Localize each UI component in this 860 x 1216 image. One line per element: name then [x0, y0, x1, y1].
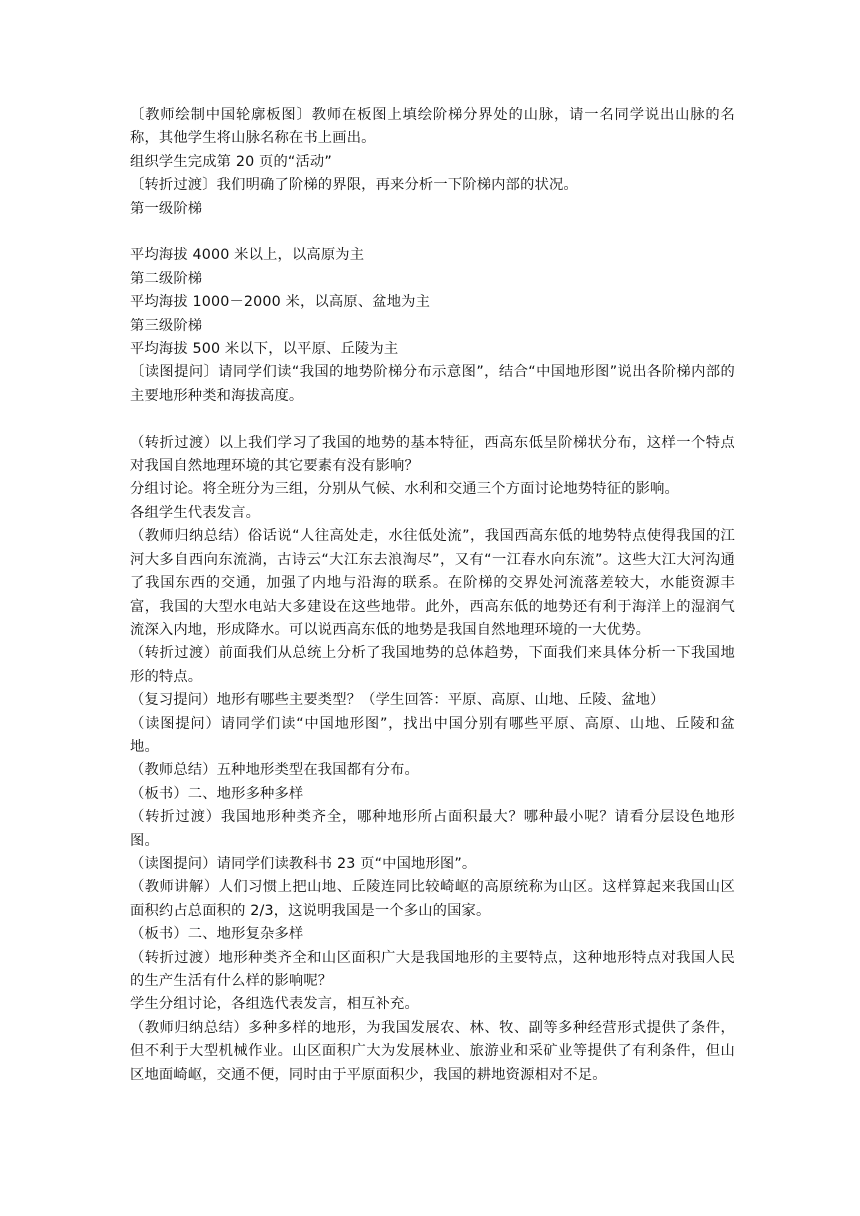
- paragraph-third-step: 第三级阶梯: [130, 317, 203, 334]
- paragraph-third-step-elevation: 平均海拔 500 米以下，以平原、丘陵为主: [130, 341, 399, 358]
- paragraph-review-question: （复习提问）地形有哪些主要类型？（学生回答：平原、高原、山地、丘陵、盆地）: [130, 692, 665, 709]
- paragraph-group-discussion: 分组讨论。将全班分为三组，分别从气候、水利和交通三个方面讨论地势特征的影响。: [130, 481, 679, 498]
- paragraph-student-discussion: 学生分组讨论，各组选代表发言，相互补充。: [130, 996, 419, 1013]
- blank-line: [130, 408, 735, 431]
- paragraph-teacher-summary-impact: （教师归纳总结）多种多样的地形，为我国发展农、林、牧、副等多种经营形式提供了条件，但不利于大型机械作业。山区面积广大为发展林业、旅游业和采矿业等提供了有利条件，但山区地面崎岖，交通不便，同时由于平原面积少，我国的耕地资源相对不足。: [130, 1019, 735, 1083]
- paragraph-map-question-steps: 〔读图提问〕请同学们读“我国的地势阶梯分布示意图”，结合“中国地形图”说出各阶梯内部的主要地形种类和海拔高度。: [130, 364, 735, 404]
- paragraph-board-note-diverse: （板书）二、地形多种多样: [130, 785, 304, 802]
- document-body: [130, 104, 735, 1087]
- paragraph-board-drawing: 〔教师绘制中国轮廓板图〕教师在板图上填绘阶梯分界处的山脉，请一名同学说出山脉的名称，其他学生将山脉名称在书上画出。: [130, 107, 735, 147]
- paragraph-second-step-elevation: 平均海拔 1000－2000 米，以高原、盆地为主: [130, 294, 431, 311]
- paragraph-first-step: 第一级阶梯: [130, 200, 203, 217]
- paragraph-transition-landform: （转折过渡）前面我们从总统上分析了我国地势的总体趋势，下面我们来具体分析一下我国地形的特点。: [130, 645, 735, 685]
- paragraph-transition-impact: （转折过渡）地形种类齐全和山区面积广大是我国地形的主要特点，这种地形特点对我国人民的生产生活有什么样的影响呢？: [130, 949, 735, 989]
- paragraph-group-speech: 各组学生代表发言。: [130, 504, 261, 521]
- paragraph-activity: 组织学生完成第 20 页的“活动”: [130, 153, 332, 170]
- paragraph-teacher-explanation: （教师讲解）人们习惯上把山地、丘陵连同比较崎岖的高原统称为山区。这样算起来我国山区面积约占总面积的 2/3，这说明我国是一个多山的国家。: [130, 879, 735, 919]
- paragraph-transition-influence: （转折过渡）以上我们学习了我国的地势的基本特征，西高东低呈阶梯状分布，这样一个特点对我国自然地理环境的其它要素有没有影响？: [130, 434, 735, 475]
- paragraph-teacher-summary-types: （教师总结）五种地形类型在我国都有分布。: [130, 762, 419, 779]
- paragraph-map-question-textbook: （读图提问）请同学们读教科书 23 页“中国地形图”。: [130, 855, 477, 872]
- paragraph-first-step-elevation: 平均海拔 4000 米以上，以高原为主: [130, 247, 365, 264]
- paragraph-transition-area: （转折过渡）我国地形种类齐全，哪种地形所占面积最大？哪种最小呢？请看分层设色地形图。: [130, 809, 735, 849]
- blank-line: [130, 221, 735, 244]
- paragraph-teacher-summary-terrain: （教师归纳总结）俗话说“人往高处走，水往低处流”，我国西高东低的地势特点使得我国的江河大多自西向东流淌，古诗云“大江东去浪淘尽”，又有“一江春水向东流”。这些大江大河沟通了我国东西的交通，加强了内地与沿海的联系。在阶梯的交界处河流落差较大，水能资源丰富，我国的大型水电站大多建设在这些地带。此外，西高东低的地势还有利于海洋上的湿润气流深入内地，形成降水。可以说西高东低的地势是我国自然地理环境的一大优势。: [130, 528, 735, 638]
- paragraph-board-note-complex: （板书）二、地形复杂多样: [130, 926, 304, 943]
- paragraph-map-question-landforms: （读图提问）请同学们读“中国地形图”，找出中国分别有哪些平原、高原、山地、丘陵和盆地。: [130, 715, 735, 755]
- paragraph-second-step: 第二级阶梯: [130, 270, 203, 287]
- paragraph-transition-ladder: 〔转折过渡〕我们明确了阶梯的界限，再来分析一下阶梯内部的状况。: [130, 177, 578, 194]
